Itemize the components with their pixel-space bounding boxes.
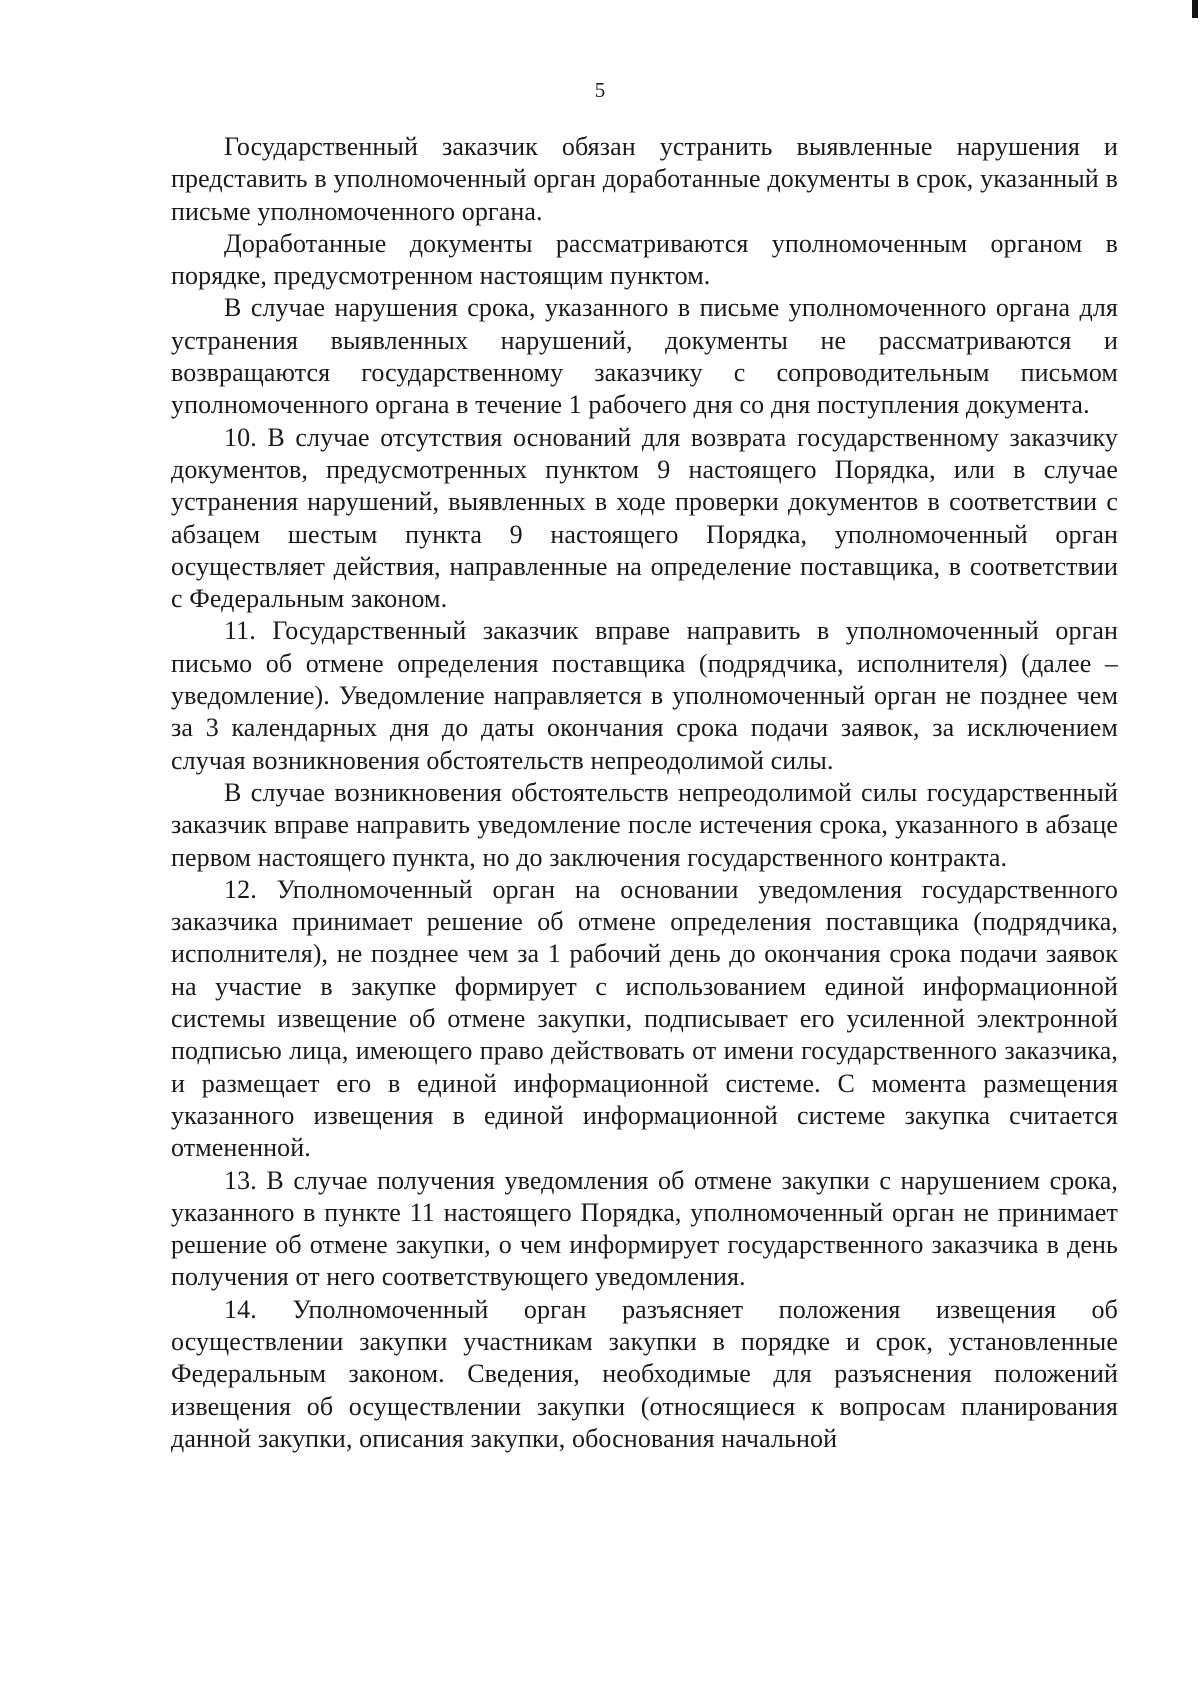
paragraph-item-10: 10. В случае отсутствия оснований для возврата государственному заказчику документов, предусмотренных пунктом 9 настоящего Порядка, или в случае устранения нарушений, выявленных в ходе проверки документов в соответствии с абзацем шестым пункта 9 настоящего Порядка, уполномоченный орган осуществляет действия, направленные на определение поставщика, в соответствии с Федеральным законом. <box>171 422 1118 614</box>
document-body <box>171 131 1118 1455</box>
paragraph-revised-docs-review: Доработанные документы рассматриваются уполномоченным органом в порядке, предусмотренном настоящим пунктом. <box>171 228 1118 291</box>
paragraph-item-12: 12. Уполномоченный орган на основании уведомления государственного заказчика принимает решение об отмене определения поставщика (подрядчика, исполнителя), не позднее чем за 1 рабочий день до окончания срока подачи заявок на участие в закупке формирует с использованием единой информационной системы извещение об отмене закупки, подписывает его усиленной электронной подписью лица, имеющего право действовать от имени государственного заказчика, и размещает его в единой информационной системе. С момента размещения указанного извещения в единой информационной системе закупка считается отмененной. <box>171 874 1118 1163</box>
paragraph-correction-duty: Государственный заказчик обязан устранить выявленные нарушения и представить в уполномоченный орган доработанные документы в срок, указанный в письме уполномоченного органа. <box>171 132 1118 226</box>
paragraph-item-13: 13. В случае получения уведомления об отмене закупки с нарушением срока, указанного в пункте 11 настоящего Порядка, уполномоченный орган не принимает решение об отмене закупки, о чем информирует государственного заказчика в день получения от него соответствующего уведомления. <box>171 1165 1118 1292</box>
paragraph-deadline-violation: В случае нарушения срока, указанного в письме уполномоченного органа для устранения выявленных нарушений, документы не рассматриваются и возвращаются государственному заказчику с сопроводительным письмом уполномоченного органа в течение 1 рабочего дня со дня поступления документа. <box>171 293 1118 420</box>
page-number: 5 <box>594 78 606 102</box>
paragraph-force-majeure: В случае возникновения обстоятельств непреодолимой силы государственный заказчик вправе направить уведомление после истечения срока, указанного в абзаце первом настоящего пункта, но до заключения государственного контракта. <box>171 777 1118 872</box>
paragraph-item-11: 11. Государственный заказчик вправе направить в уполномоченный орган письмо об отмене определения поставщика (подрядчика, исполнителя) (далее – уведомление). Уведомление направляется в уполномоченный орган не позднее чем за 3 календарных дня до даты окончания срока подачи заявок, за исключением случая возникновения обстоятельств непреодолимой силы. <box>171 616 1118 775</box>
scan-edge-mark <box>1192 0 1198 18</box>
paragraph-item-14: 14. Уполномоченный орган разъясняет положения извещения об осуществлении закупки участникам закупки в порядке и срок, установленные Федеральным законом. Сведения, необходимые для разъяснения положений извещения об осуществлении закупки (относящиеся к вопросам планирования данной закупки, описания закупки, обоснования начальной <box>171 1294 1118 1453</box>
